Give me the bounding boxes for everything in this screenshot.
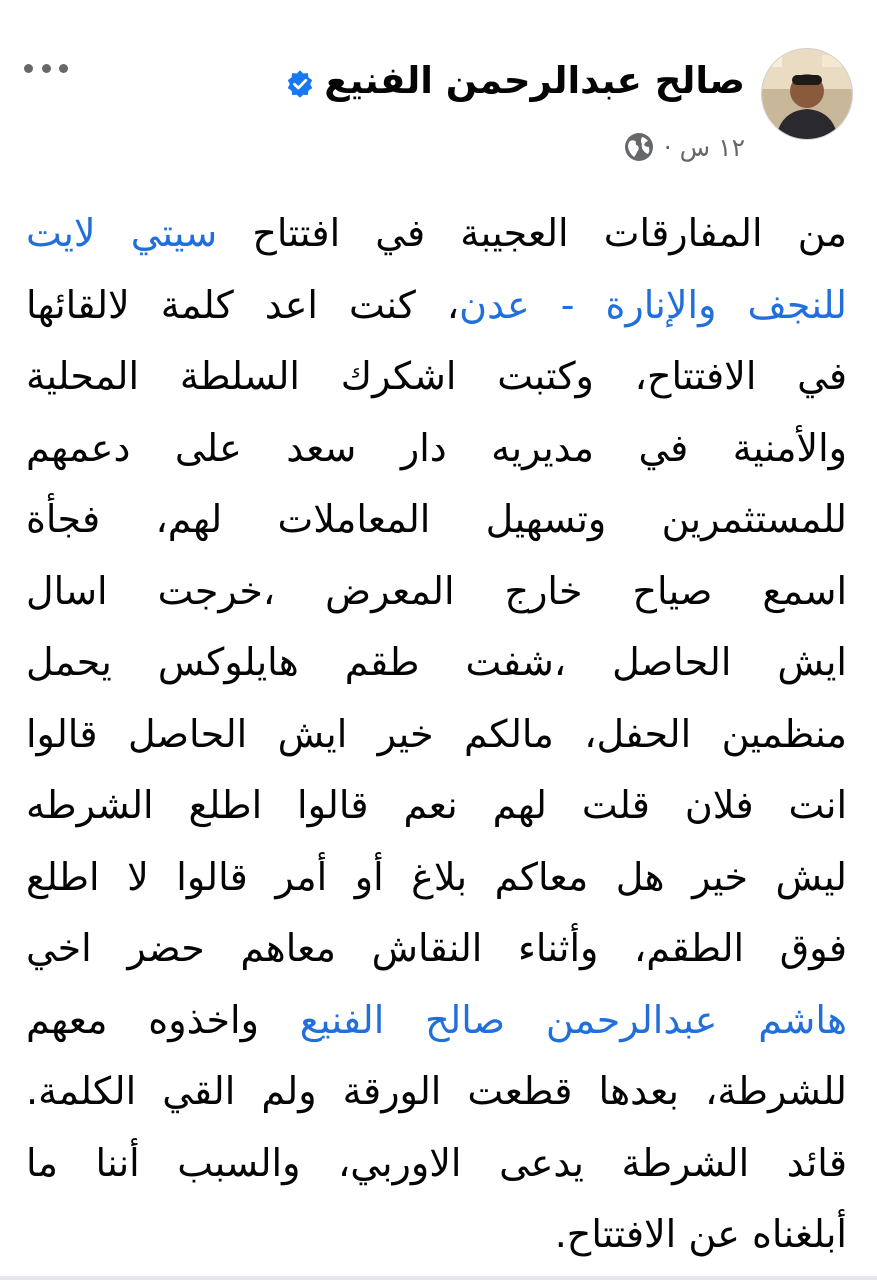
mention-city-light-continued[interactable]: للنجف والإنارة - عدن [459,282,847,327]
post-line: أبلغناه عن الافتتاح. [554,1212,847,1256]
post-line: قائد الشرطة يدعى الاوربي، والسبب أننا ما [26,1140,847,1185]
post-divider [0,1276,877,1280]
post-line: والأمنية في مديريه دار سعد على دعمهم [26,425,847,470]
post-line: للمستثمرين وتسهيل المعاملات لهم، فجأة [26,497,847,541]
verified-badge-icon [286,67,314,95]
mention-hashem[interactable]: هاشم عبدالرحمن صالح الفنيع [299,997,848,1042]
post-line: فوق الطقم، وأثناء النقاش معاهم حضر اخي [26,926,847,970]
mention-city-light[interactable]: سيتي لايت [26,211,218,255]
post-line: اسمع صياح خارج المعرض ،خرجت اسال [26,568,847,613]
globe-icon[interactable] [624,132,654,162]
post-timestamp[interactable]: ١٢ س · [663,132,745,162]
author-name[interactable]: صالح عبدالرحمن الفنيع [324,59,745,102]
post-text [26,198,847,1271]
avatar-photo [762,49,852,139]
post-line: منظمين الحفل، مالكم خير ايش الحاصل قالوا [26,711,847,756]
author-avatar[interactable] [761,48,853,140]
post-line: من المفارقات العجيبة في افتتاح سيتي لايت [26,211,847,255]
more-options-icon[interactable] [24,58,68,78]
post-meta [624,132,745,162]
post-line: ايش الحاصل ،شفت طقم هايلوكس يحمل [26,640,847,684]
post-line: للنجف والإنارة - عدن، كنت اعد كلمة لالقائها [26,282,847,327]
post-line: في الافتتاح، وكتبت اشكرك السلطة المحلية [26,354,847,398]
post-line: هاشم عبدالرحمن صالح الفنيع واخذوه معهم [26,997,848,1042]
post-line: انت فلان قلت لهم نعم قالوا اطلع الشرطه [26,783,847,827]
post-header [24,40,853,170]
post-line: للشرطة، بعدها قطعت الورقة ولم القي الكلمة. [26,1069,847,1113]
author-name-row [286,59,745,102]
post-line: ليش خير هل معاكم بلاغ أو أمر قالوا لا اطلع [26,854,847,899]
